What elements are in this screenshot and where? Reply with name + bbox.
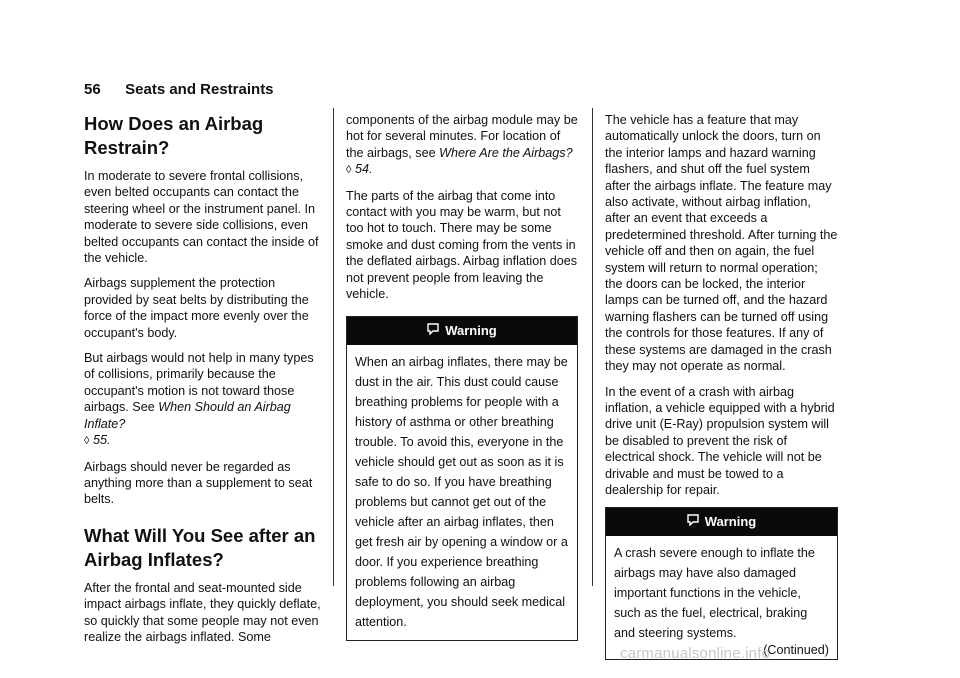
paragraph: In the event of a crash with airbag inflation, a vehicle equipped with a hybrid drive unit (E-Ray) propulsion system will be disabled to prevent the risk of electrical shock. The vehicle will not be drivable and must be towed to a dealership for repair. [605, 384, 835, 497]
paragraph: But airbags would not help in many types of collisions, primarily because the occupant's motion is not toward those airbags. See When Should an Airbag Inflate? ◊ 55. [84, 351, 314, 448]
page-reference[interactable]: 54 [354, 162, 369, 177]
column-3 [605, 112, 838, 660]
heading-airbag-restrain: How Does an Airbag Restrain? [84, 113, 264, 158]
page-ref-arrow-icon: ◊ [84, 435, 90, 448]
cross-reference-link[interactable]: When Should an Airbag Inflate? [84, 400, 291, 431]
paragraph: The vehicle has a feature that may automatically unlock the doors, turn on the interior lamps and hazard warning flashers, and shut off the fuel system after the airbags inflate. The feature may also activate, without airbag inflation, after an event that exceeds a predetermined threshold. After turning the vehicle off and then on again, the fuel system will return to normal operation; the doors can be locked, the interior lamps can be turned off, and the hazard warning flashers can be turned off using the controls for those features. If any of these systems are damaged in the crash they may not operate as normal. [605, 113, 838, 374]
cross-reference-link[interactable]: Where Are the Airbags? [439, 145, 573, 160]
warning-title: Warning [704, 514, 757, 530]
column-2 [346, 112, 578, 641]
warning-title: Warning [445, 323, 497, 339]
column-divider-2 [592, 108, 593, 586]
warning-body: When an airbag inflates, there may be dust in the air. This dust could cause breathing problems for people with a history of asthma or other breathing trouble. To avoid this, everyone in the vehicle should get out as soon as it is safe to do so. If you have breathing problems but cannot get out of the vehicle after an airbag inflates, then get fresh air by opening a window or a door. If you experience breathing problems following an airbag deployment, you should seek medical attention. [355, 355, 568, 630]
column-divider-1 [333, 108, 334, 586]
warning-speech-bubble-icon [427, 317, 439, 345]
paragraph: After the frontal and seat-mounted side impact airbags inflate, they quickly deflate, so quickly that some people may not even realize the airbags inflated. Some [84, 580, 321, 644]
page-header [84, 81, 274, 105]
paragraph: In moderate to severe frontal collisions, even belted occupants can contact the steering wheel or the instrument panel. In moderate to severe side collisions, even belted occupants can contact the inside of the vehicle. [84, 169, 319, 266]
continued-label: (Continued) [763, 643, 829, 658]
warning-speech-bubble-icon [687, 508, 699, 536]
paragraph-text: But airbags would not help in many types of collisions, primarily because the occupant's motion is not toward those airbags. See [84, 351, 314, 415]
warning-box [346, 316, 578, 641]
paragraph: Airbags should never be regarded as anything more than a supplement to seat belts. [84, 459, 313, 507]
paragraph: The parts of the airbag that come into contact with you may be warm, but not too hot to touch. There may be some smoke and dust coming from the vents in the deflated airbags. Airbag inflation does not prevent people from leaving the vehicle. [346, 188, 578, 302]
watermark: carmanualsonline.info [620, 645, 771, 662]
warning-body [606, 536, 837, 659]
column-1 [84, 112, 324, 654]
warning-header [606, 508, 837, 536]
page-ref-arrow-icon: ◊ [346, 164, 352, 177]
page-number: 56 [84, 81, 101, 98]
warning-box [605, 507, 838, 660]
paragraph-text: components of the airbag module may be hot for several minutes. For location of the airbags, see [346, 113, 578, 160]
page-reference[interactable]: 55 [92, 433, 107, 448]
paragraph: Airbags supplement the protection provided by seat belts by distributing the force of the impact more evenly over the occupant's body. [84, 276, 309, 340]
heading-after-inflate: What Will You See after an Airbag Inflates? [84, 524, 316, 570]
warning-text: A crash severe enough to inflate the airbags may have also damaged important functions in the vehicle, such as the fuel, electrical, braking and steering systems. [614, 546, 815, 641]
paragraph: components of the airbag module may be hot for several minutes. For location of the airbags, see Where Are the Airbags? ◊ 54. [346, 113, 578, 177]
warning-header [347, 317, 577, 345]
section-title: Seats and Restraints [125, 81, 274, 98]
